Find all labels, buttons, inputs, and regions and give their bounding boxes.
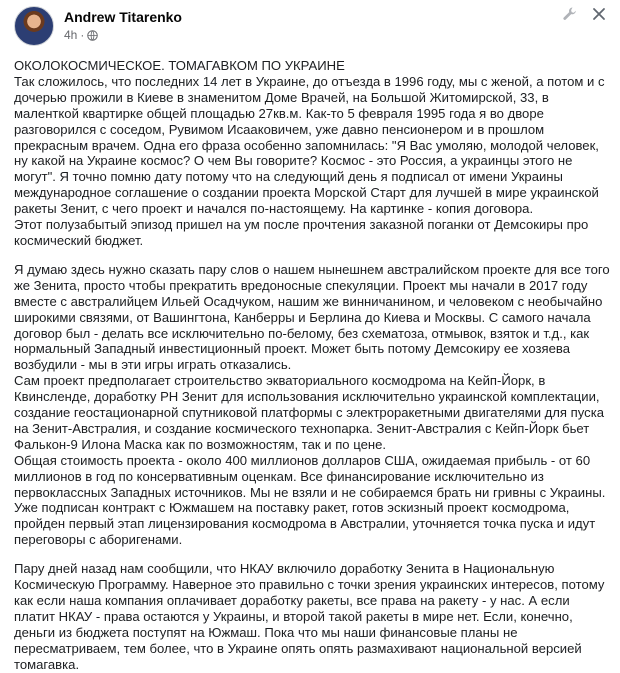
post-timestamp[interactable]: 4h [64,28,78,42]
post-meta [64,28,98,42]
post-header [14,0,610,48]
paragraph-gap [14,548,610,561]
post-header-actions [562,6,606,22]
post-paragraph: Этот полузабытый эпизод пришел на ум после прочтения заказной поганки от Демсокиры про космический бюджет. [14,217,589,248]
paragraph-gap [14,249,610,262]
post-body [14,58,610,673]
meta-separator: · [80,28,85,42]
post-paragraph: Так сложилось, что последних 14 лет в Украине, до отъезда в 1996 году, мы с женой, а потом и с дочерью прожили в Киеве в знаменитом Доме Врачей, на Большой Житомирской, 33, в маленткой квартирке общей площадью 27кв.м. Как-то 5 февраля 1995 года я во дворе разговорился с соседом, Рувимом Исааковичем, уже давно пенсионером и в прошлом прекрасным врачем. Одна его фраза особенно запомнилась: "Я Вас умоляю, молодой человек, ну какой на Украине космос? О чем Вы говорите? Космос - это Россия, а украинцы этого не могут". Я точно помню дату потому что на следующий день я подписал от имени Украины международное соглашение о создании проекта Морской Старт для лучшей в мире украинской ракеты Зенит, с чего проект и начался по-настоящему. На картинке - копия договора. [14,73,605,217]
post-paragraph: Пару дней назад нам сообщили, что НКАУ включило доработку Зенита в Национальную Космическую Программу. Наверное это правильно с точки зрения украинских интересов, потому как если наша компания оплачивает доработку ракеты, все права на ракету - у нас. А если платит НКАУ - права остаются у Украины, и второй такой ракеты в мире нет. Если, конечно, деньги из бюджета поступят на Южмаш. Пока что мы наши финансовые планы не пересматриваем, тем более, что в Украине опять опять размахивают национальной версией томагавка. [14,561,605,672]
close-icon[interactable] [592,7,606,21]
post-title: ОКОЛОКОСМИЧЕСКОЕ. ТОМАГАВКОМ ПО УКРАИНЕ [14,58,345,73]
post-paragraph: Я думаю здесь нужно сказать пару слов о нашем нынешнем австралийском проекте для все того же Зенита, просто чтобы прекратить вредоносные спекуляции. Проект мы начали в 2017 году вместе с австралийцем Ильей Осадчуком, нашим же винничанином, и человеком с необычайно широкими связями, от Вашингтона, Канберры и Берлина до Киева и Москвы. С самого начала договор был - делать все исключительно по-белому, без схематоза, отмывок, взяток и т.д., как нормальный Западный инвестиционный проект. Может быть потому Демсокиру ее хозяева возбудили - мы в эти игры играть отказались. [14,261,610,373]
post-paragraph: Общая стоимость проекта - около 400 миллионов долларов США, ожидаемая прибыль - от 60 миллионов в год по консервативным оценкам. Все финансирование исключительно из первоклассных Западных источников. Мы не взяли и не собираемся брать ни гривны с Украины. Уже подписан контракт с Южмашем на поставку ракет, готов эскизный проект космодрома, пройден первый этап лицензирования космодрома в Австралии, уточняется точка пуска и идут переговоры с аборигенами. [14,452,606,548]
globe-icon[interactable] [87,30,98,41]
author-name[interactable]: Andrew Titarenko [64,9,182,25]
wrench-icon[interactable] [562,6,578,22]
author-avatar[interactable] [14,6,54,46]
post-paragraph: Сам проект предполагает строительство экваториального космодрома на Кейп-Йорк, в Квинсленде, доработку РН Зенит для использования исключительно украинской комплектации, создание геостационарной спутниковой платформы с электроракетными двигателями для пуска на Зенит-Австралия, и создание космического технопарка. Зенит-Австралия с Кейп-Йорк бьет Фалькон-9 Илона Маска как по возможностям, так и по цене. [14,373,604,452]
